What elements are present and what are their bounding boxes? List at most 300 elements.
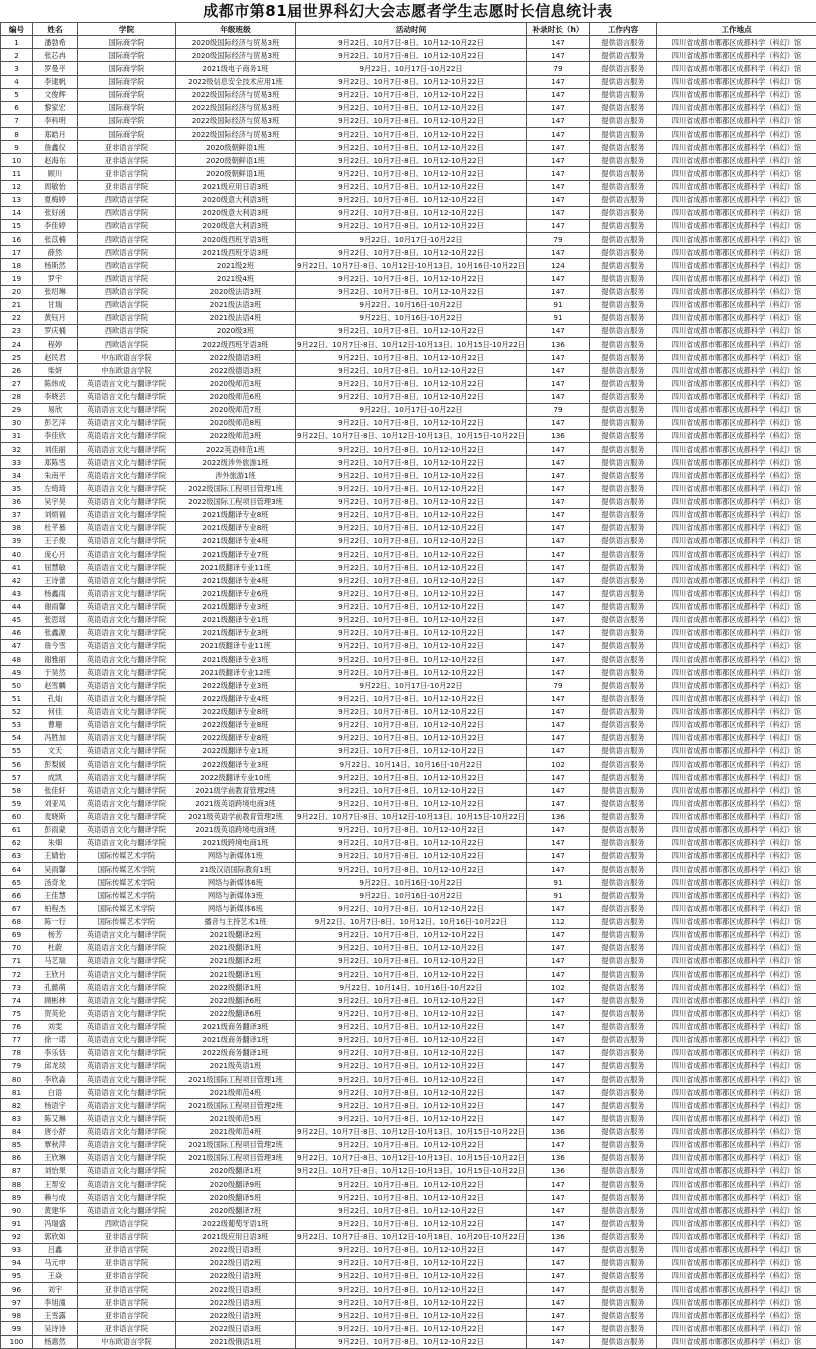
cell-hours: 147 xyxy=(527,626,590,639)
cell-class: 2021级师范5班 xyxy=(176,1112,296,1125)
cell-name: 吴宇昊 xyxy=(33,495,78,508)
cell-number: 23 xyxy=(1,324,33,337)
cell-number: 35 xyxy=(1,482,33,495)
cell-work-content: 提供语言服务 xyxy=(590,968,657,981)
cell-class: 2022级国际经济与贸易3班 xyxy=(176,114,296,127)
cell-hours: 147 xyxy=(527,548,590,561)
table-row xyxy=(1,666,816,679)
cell-work-content: 提供语言服务 xyxy=(590,495,657,508)
cell-work-content: 提供语言服务 xyxy=(590,521,657,534)
cell-work-location: 四川省成都市郫都区成都科学（科幻）馆 xyxy=(657,1046,816,1059)
cell-work-content: 提供语言服务 xyxy=(590,758,657,771)
cell-name: 李佳欣 xyxy=(33,429,78,442)
cell-work-content: 提供语言服务 xyxy=(590,941,657,954)
cell-college: 亚非语言学院 xyxy=(78,180,176,193)
cell-work-content: 提供语言服务 xyxy=(590,587,657,600)
cell-class: 2021级翻译专业3班 xyxy=(176,626,296,639)
table-row xyxy=(1,1059,816,1072)
cell-work-content: 提供语言服务 xyxy=(590,744,657,757)
cell-work-content: 提供语言服务 xyxy=(590,653,657,666)
cell-activity-time: 9月22日、10月7日-8日、10月12-10月22日 xyxy=(296,272,527,285)
cell-work-location: 四川省成都市郫都区成都科学（科幻）馆 xyxy=(657,639,816,652)
cell-activity-time: 9月22日、10月7日-8日、10月12日-10月13日、10月16日-10月22日 xyxy=(296,259,527,272)
cell-hours: 147 xyxy=(527,443,590,456)
cell-number: 82 xyxy=(1,1099,33,1112)
cell-work-location: 四川省成都市郫都区成都科学（科幻）馆 xyxy=(657,1322,816,1335)
cell-activity-time: 9月22日、10月7日-8日、10月12-10月22日 xyxy=(296,456,527,469)
cell-work-location: 四川省成都市郫都区成都科学（科幻）馆 xyxy=(657,351,816,364)
cell-work-content: 提供语言服务 xyxy=(590,1335,657,1348)
cell-college: 亚非语言学院 xyxy=(78,154,176,167)
cell-hours: 147 xyxy=(527,128,590,141)
table-row xyxy=(1,508,816,521)
cell-number: 86 xyxy=(1,1151,33,1164)
cell-class: 2021级商务翻译1班 xyxy=(176,1033,296,1046)
cell-activity-time: 9月22日、10月7日-8日、10月12-10月22日 xyxy=(296,180,527,193)
cell-college: 英语语言文化与翻译学院 xyxy=(78,639,176,652)
cell-name: 杜蔚 xyxy=(33,941,78,954)
cell-hours: 147 xyxy=(527,88,590,101)
cell-hours: 147 xyxy=(527,1309,590,1322)
cell-number: 91 xyxy=(1,1217,33,1230)
cell-name: 成凯 xyxy=(33,771,78,784)
cell-number: 72 xyxy=(1,968,33,981)
cell-work-location: 四川省成都市郫都区成都科学（科幻）馆 xyxy=(657,915,816,928)
table-row xyxy=(1,338,816,351)
cell-name: 王欣月 xyxy=(33,968,78,981)
table-row xyxy=(1,1151,816,1164)
cell-activity-time: 9月22日、10月7日-8日、10月12-10月22日 xyxy=(296,1099,527,1112)
cell-college: 西欧语言学院 xyxy=(78,298,176,311)
table-row xyxy=(1,351,816,364)
cell-college: 亚非语言学院 xyxy=(78,1322,176,1335)
cell-number: 85 xyxy=(1,1138,33,1151)
cell-class: 2020级西班牙语3班 xyxy=(176,233,296,246)
cell-name: 薛然 xyxy=(33,246,78,259)
table-row xyxy=(1,548,816,561)
cell-activity-time: 9月22日、10月7日-8日、10月12-10月22日 xyxy=(296,1217,527,1230)
cell-name: 刘宇 xyxy=(33,1283,78,1296)
cell-name: 文天 xyxy=(33,744,78,757)
cell-work-location: 四川省成都市郫都区成都科学（科幻）馆 xyxy=(657,1086,816,1099)
cell-activity-time: 9月22日、10月14日、10月16日-10月22日 xyxy=(296,981,527,994)
cell-name: 周敏怡 xyxy=(33,180,78,193)
cell-work-location: 四川省成都市郫都区成都科学（科幻）馆 xyxy=(657,443,816,456)
cell-work-location: 四川省成都市郫都区成都科学（科幻）馆 xyxy=(657,128,816,141)
cell-work-location: 四川省成都市郫都区成都科学（科幻）馆 xyxy=(657,101,816,114)
cell-class: 2021级应用日语3班 xyxy=(176,180,296,193)
cell-college: 英语语言文化与翻译学院 xyxy=(78,626,176,639)
cell-work-location: 四川省成都市郫都区成都科学（科幻）馆 xyxy=(657,1073,816,1086)
cell-hours: 147 xyxy=(527,744,590,757)
cell-class: 2022级翻译专业8班 xyxy=(176,731,296,744)
cell-hours: 147 xyxy=(527,219,590,232)
cell-class: 2022级日语3班 xyxy=(176,1269,296,1282)
cell-hours: 147 xyxy=(527,1204,590,1217)
cell-work-content: 提供语言服务 xyxy=(590,1007,657,1020)
cell-activity-time: 9月22日、10月7日-8日、10月12日-10月13日、10月15日-10月22日 xyxy=(296,338,527,351)
cell-class: 2020级法语3班 xyxy=(176,285,296,298)
cell-work-location: 四川省成都市郫都区成都科学（科幻）馆 xyxy=(657,1283,816,1296)
cell-hours: 136 xyxy=(527,338,590,351)
cell-work-content: 提供语言服务 xyxy=(590,836,657,849)
cell-hours: 147 xyxy=(527,1099,590,1112)
table-row xyxy=(1,416,816,429)
cell-work-location: 四川省成都市郫都区成都科学（科幻）馆 xyxy=(657,429,816,442)
cell-class: 2020级师范6班 xyxy=(176,390,296,403)
cell-name: 杨鑫雨 xyxy=(33,587,78,600)
table-row xyxy=(1,810,816,823)
cell-hours: 147 xyxy=(527,272,590,285)
cell-college: 西欧语言学院 xyxy=(78,272,176,285)
cell-name: 徐一诺 xyxy=(33,1033,78,1046)
cell-name: 黄建华 xyxy=(33,1204,78,1217)
cell-work-location: 四川省成都市郫都区成都科学（科幻）馆 xyxy=(657,1256,816,1269)
cell-college: 西欧语言学院 xyxy=(78,338,176,351)
cell-class: 2021级翻译专业11班 xyxy=(176,639,296,652)
cell-hours: 147 xyxy=(527,495,590,508)
table-row xyxy=(1,101,816,114)
cell-work-location: 四川省成都市郫都区成都科学（科幻）馆 xyxy=(657,180,816,193)
cell-work-content: 提供语言服务 xyxy=(590,876,657,889)
cell-college: 英语语言文化与翻译学院 xyxy=(78,718,176,731)
cell-college: 西欧语言学院 xyxy=(78,219,176,232)
cell-work-content: 提供语言服务 xyxy=(590,1125,657,1138)
cell-activity-time: 9月22日、10月7日-8日、10月12-10月22日 xyxy=(296,219,527,232)
cell-number: 89 xyxy=(1,1191,33,1204)
cell-number: 90 xyxy=(1,1204,33,1217)
cell-work-location: 四川省成都市郫都区成都科学（科幻）馆 xyxy=(657,75,816,88)
cell-name: 郭欣如 xyxy=(33,1230,78,1243)
cell-name: 张好函 xyxy=(33,206,78,219)
cell-activity-time: 9月22日、10月7日-8日、10月12-10月22日 xyxy=(296,836,527,849)
cell-number: 50 xyxy=(1,679,33,692)
cell-name: 郑陈雪 xyxy=(33,456,78,469)
cell-hours: 136 xyxy=(527,1125,590,1138)
cell-work-location: 四川省成都市郫都区成都科学（科幻）馆 xyxy=(657,679,816,692)
table-row xyxy=(1,482,816,495)
cell-college: 英语语言文化与翻译学院 xyxy=(78,443,176,456)
table-row xyxy=(1,521,816,534)
table-row xyxy=(1,1033,816,1046)
cell-work-location: 四川省成都市郫都区成都科学（科幻）馆 xyxy=(657,338,816,351)
cell-work-location: 四川省成都市郫都区成都科学（科幻）馆 xyxy=(657,114,816,127)
cell-work-content: 提供语言服务 xyxy=(590,1283,657,1296)
cell-work-content: 提供语言服务 xyxy=(590,298,657,311)
cell-work-content: 提供语言服务 xyxy=(590,928,657,941)
cell-work-content: 提供语言服务 xyxy=(590,154,657,167)
table-row xyxy=(1,180,816,193)
cell-name: 张思瑶 xyxy=(33,613,78,626)
table-row xyxy=(1,1099,816,1112)
cell-name: 孔灿 xyxy=(33,692,78,705)
cell-work-location: 四川省成都市郫都区成都科学（科幻）馆 xyxy=(657,705,816,718)
cell-hours: 147 xyxy=(527,324,590,337)
cell-class: 网络与新媒体3班 xyxy=(176,889,296,902)
cell-number: 75 xyxy=(1,1007,33,1020)
cell-name: 吴诗诗 xyxy=(33,1322,78,1335)
table-row xyxy=(1,141,816,154)
cell-activity-time: 9月22日、10月7日-8日、10月12-10月22日 xyxy=(296,416,527,429)
table-row xyxy=(1,259,816,272)
cell-hours: 147 xyxy=(527,561,590,574)
cell-class: 网络与新媒体6班 xyxy=(176,876,296,889)
cell-work-location: 四川省成都市郫都区成都科学（科幻）馆 xyxy=(657,1309,816,1322)
cell-hours: 147 xyxy=(527,1191,590,1204)
cell-work-content: 提供语言服务 xyxy=(590,600,657,613)
cell-work-content: 提供语言服务 xyxy=(590,692,657,705)
cell-hours: 147 xyxy=(527,941,590,954)
cell-hours: 147 xyxy=(527,902,590,915)
cell-class: 2021级师范4班 xyxy=(176,1125,296,1138)
cell-number: 43 xyxy=(1,587,33,600)
table-row xyxy=(1,469,816,482)
cell-work-location: 四川省成都市郫都区成都科学（科幻）馆 xyxy=(657,1296,816,1309)
cell-number: 99 xyxy=(1,1322,33,1335)
cell-name: 夏梅婷 xyxy=(33,193,78,206)
cell-class: 2020级国际经济与贸易3班 xyxy=(176,36,296,49)
cell-name: 汤奇龙 xyxy=(33,876,78,889)
cell-name: 甘瑞 xyxy=(33,298,78,311)
cell-college: 西欧语言学院 xyxy=(78,1217,176,1230)
cell-college: 英语语言文化与翻译学院 xyxy=(78,1099,176,1112)
cell-college: 西欧语言学院 xyxy=(78,193,176,206)
cell-hours: 147 xyxy=(527,613,590,626)
cell-activity-time: 9月22日、10月7日-8日、10月12-10月22日 xyxy=(296,705,527,718)
cell-number: 84 xyxy=(1,1125,33,1138)
cell-college: 英语语言文化与翻译学院 xyxy=(78,666,176,679)
cell-activity-time: 9月22日、10月7日-8日、10月12-10月22日 xyxy=(296,101,527,114)
cell-number: 93 xyxy=(1,1243,33,1256)
cell-college: 国际商学院 xyxy=(78,88,176,101)
cell-work-content: 提供语言服务 xyxy=(590,534,657,547)
cell-work-content: 提供语言服务 xyxy=(590,548,657,561)
cell-college: 英语语言文化与翻译学院 xyxy=(78,1020,176,1033)
cell-hours: 147 xyxy=(527,246,590,259)
cell-activity-time: 9月22日、10月7日-8日、10月12-10月22日 xyxy=(296,902,527,915)
table-row xyxy=(1,390,816,403)
table-row xyxy=(1,600,816,613)
cell-activity-time: 9月22日、10月7日-8日、10月12-10月22日 xyxy=(296,784,527,797)
cell-work-location: 四川省成都市郫都区成都科学（科幻）馆 xyxy=(657,1020,816,1033)
cell-number: 22 xyxy=(1,311,33,324)
cell-name: 冯瑞盛 xyxy=(33,1217,78,1230)
cell-hours: 79 xyxy=(527,679,590,692)
cell-activity-time: 9月22日、10月7日-8日、10月12-10月22日 xyxy=(296,1256,527,1269)
cell-number: 53 xyxy=(1,718,33,731)
cell-activity-time: 9月22日、10月7日-8日、10月12-10月22日 xyxy=(296,1007,527,1020)
table-row xyxy=(1,364,816,377)
cell-activity-time: 9月22日、10月7日-8日、10月12-10月22日 xyxy=(296,1309,527,1322)
cell-number: 87 xyxy=(1,1164,33,1177)
cell-work-location: 四川省成都市郫都区成都科学（科幻）馆 xyxy=(657,1204,816,1217)
cell-work-content: 提供语言服务 xyxy=(590,954,657,967)
cell-activity-time: 9月22日、10月7日-8日、10月12-10月22日 xyxy=(296,128,527,141)
cell-hours: 147 xyxy=(527,508,590,521)
cell-activity-time: 9月22日、10月7日-8日、10月12-10月22日 xyxy=(296,75,527,88)
cell-work-content: 提供语言服务 xyxy=(590,338,657,351)
cell-work-content: 提供语言服务 xyxy=(590,75,657,88)
cell-class: 2022级国际经济与贸易3班 xyxy=(176,88,296,101)
cell-activity-time: 9月22日、10月7日-8日、10月12-10月22日 xyxy=(296,928,527,941)
cell-name: 顾彬林 xyxy=(33,994,78,1007)
cell-name: 郑皓月 xyxy=(33,128,78,141)
cell-activity-time: 9月22日、10月17日-10月22日 xyxy=(296,679,527,692)
cell-work-location: 四川省成都市郫都区成都科学（科幻）馆 xyxy=(657,692,816,705)
cell-activity-time: 9月22日、10月7日-8日、10月12-10月22日 xyxy=(296,364,527,377)
cell-work-location: 四川省成都市郫都区成都科学（科幻）馆 xyxy=(657,1125,816,1138)
col-header-hours: 补录时长（h） xyxy=(527,23,590,36)
cell-work-location: 四川省成都市郫都区成都科学（科幻）馆 xyxy=(657,928,816,941)
cell-class: 2020级翻译1班 xyxy=(176,1164,296,1177)
cell-name: 何佳 xyxy=(33,705,78,718)
cell-hours: 147 xyxy=(527,364,590,377)
cell-college: 英语语言文化与翻译学院 xyxy=(78,587,176,600)
cell-class: 涉外旅游1班 xyxy=(176,469,296,482)
cell-work-content: 提供语言服务 xyxy=(590,101,657,114)
cell-work-content: 提供语言服务 xyxy=(590,390,657,403)
cell-college: 西欧语言学院 xyxy=(78,259,176,272)
cell-class: 2022级日语3班 xyxy=(176,1309,296,1322)
cell-number: 17 xyxy=(1,246,33,259)
table-row xyxy=(1,403,816,416)
cell-work-content: 提供语言服务 xyxy=(590,1046,657,1059)
cell-college: 英语语言文化与翻译学院 xyxy=(78,1164,176,1177)
cell-work-location: 四川省成都市郫都区成都科学（科幻）馆 xyxy=(657,285,816,298)
cell-class: 2021级法语4班 xyxy=(176,311,296,324)
cell-name: 张鑫源 xyxy=(33,626,78,639)
cell-college: 英语语言文化与翻译学院 xyxy=(78,653,176,666)
cell-class: 2021级2班 xyxy=(176,259,296,272)
cell-work-content: 提供语言服务 xyxy=(590,1164,657,1177)
cell-activity-time: 9月22日、10月17日-10月22日 xyxy=(296,62,527,75)
cell-number: 2 xyxy=(1,49,33,62)
cell-name: 王子俊 xyxy=(33,534,78,547)
cell-activity-time: 9月22日、10月7日-8日、10月12日-10月18日、10月20日-10月22日 xyxy=(296,1230,527,1243)
cell-work-location: 四川省成都市郫都区成都科学（科幻）馆 xyxy=(657,364,816,377)
cell-class: 2020级朝鲜语1班 xyxy=(176,167,296,180)
cell-work-content: 提供语言服务 xyxy=(590,272,657,285)
cell-college: 亚非语言学院 xyxy=(78,1296,176,1309)
cell-name: 詹鑫仪 xyxy=(33,141,78,154)
cell-work-content: 提供语言服务 xyxy=(590,1256,657,1269)
cell-work-location: 四川省成都市郫都区成都科学（科幻）馆 xyxy=(657,167,816,180)
cell-work-content: 提供语言服务 xyxy=(590,981,657,994)
cell-number: 4 xyxy=(1,75,33,88)
cell-name: 彭艺洋 xyxy=(33,416,78,429)
cell-number: 52 xyxy=(1,705,33,718)
cell-name: 张苡楠 xyxy=(33,233,78,246)
cell-hours: 147 xyxy=(527,1296,590,1309)
cell-hours: 136 xyxy=(527,1230,590,1243)
cell-hours: 147 xyxy=(527,1007,590,1020)
table-row xyxy=(1,626,816,639)
cell-name: 刘烦福 xyxy=(33,508,78,521)
cell-work-content: 提供语言服务 xyxy=(590,666,657,679)
cell-activity-time: 9月22日、10月7日-8日、10月12-10月22日 xyxy=(296,574,527,587)
cell-work-location: 四川省成都市郫都区成都科学（科幻）馆 xyxy=(657,456,816,469)
cell-activity-time: 9月22日、10月7日-8日、10月12-10月22日 xyxy=(296,1086,527,1099)
cell-college: 英语语言文化与翻译学院 xyxy=(78,758,176,771)
cell-name: 罗庆桶 xyxy=(33,324,78,337)
cell-number: 66 xyxy=(1,889,33,902)
cell-class: 2021级西班牙语3班 xyxy=(176,246,296,259)
cell-name: 文俊辉 xyxy=(33,88,78,101)
cell-work-location: 四川省成都市郫都区成都科学（科幻）馆 xyxy=(657,771,816,784)
cell-activity-time: 9月22日、10月16日-10月22日 xyxy=(296,298,527,311)
table-row xyxy=(1,1269,816,1282)
cell-college: 亚非语言学院 xyxy=(78,1283,176,1296)
cell-class: 2020级师范3班 xyxy=(176,377,296,390)
cell-name: 朱畑 xyxy=(33,836,78,849)
table-row xyxy=(1,771,816,784)
table-row xyxy=(1,1283,816,1296)
cell-college: 国际商学院 xyxy=(78,101,176,114)
cell-hours: 147 xyxy=(527,954,590,967)
cell-name: 王婧怡 xyxy=(33,849,78,862)
cell-work-content: 提供语言服务 xyxy=(590,1217,657,1230)
cell-number: 6 xyxy=(1,101,33,114)
cell-name: 吕鑫 xyxy=(33,1243,78,1256)
cell-hours: 147 xyxy=(527,968,590,981)
cell-college: 亚非语言学院 xyxy=(78,1243,176,1256)
cell-college: 英语语言文化与翻译学院 xyxy=(78,784,176,797)
cell-work-content: 提供语言服务 xyxy=(590,863,657,876)
volunteer-table xyxy=(0,22,816,1349)
cell-activity-time: 9月22日、10月7日-8日、10月12-10月22日 xyxy=(296,324,527,337)
table-row xyxy=(1,915,816,928)
table-row xyxy=(1,1138,816,1151)
table-row xyxy=(1,36,816,49)
table-row xyxy=(1,377,816,390)
cell-college: 英语语言文化与翻译学院 xyxy=(78,1112,176,1125)
cell-class: 2021级师范4班 xyxy=(176,1086,296,1099)
cell-name: 白语 xyxy=(33,1086,78,1099)
table-row xyxy=(1,1073,816,1086)
cell-work-content: 提供语言服务 xyxy=(590,36,657,49)
table-row xyxy=(1,167,816,180)
cell-activity-time: 9月22日、10月7日-8日、10月12-10月22日 xyxy=(296,1296,527,1309)
cell-hours: 147 xyxy=(527,1322,590,1335)
cell-number: 7 xyxy=(1,114,33,127)
table-row xyxy=(1,679,816,692)
table-row xyxy=(1,836,816,849)
table-row xyxy=(1,797,816,810)
cell-name: 陈一行 xyxy=(33,915,78,928)
cell-number: 68 xyxy=(1,915,33,928)
cell-hours: 147 xyxy=(527,1112,590,1125)
cell-number: 74 xyxy=(1,994,33,1007)
cell-work-content: 提供语言服务 xyxy=(590,377,657,390)
cell-hours: 147 xyxy=(527,1046,590,1059)
cell-class: 播音与主持艺术1班 xyxy=(176,915,296,928)
cell-hours: 136 xyxy=(527,1164,590,1177)
cell-work-content: 提供语言服务 xyxy=(590,1138,657,1151)
cell-work-location: 四川省成都市郫都区成都科学（科幻）馆 xyxy=(657,994,816,1007)
cell-hours: 147 xyxy=(527,36,590,49)
cell-number: 70 xyxy=(1,941,33,954)
cell-college: 国际商学院 xyxy=(78,75,176,88)
cell-activity-time: 9月22日、10月7日-8日、10月12-10月22日 xyxy=(296,167,527,180)
cell-activity-time: 9月22日、10月7日-8日、10月12-10月22日 xyxy=(296,1059,527,1072)
cell-activity-time: 9月22日、10月17日-10月22日 xyxy=(296,233,527,246)
cell-name: 王欣琳 xyxy=(33,1151,78,1164)
cell-class: 2020级翻译9班 xyxy=(176,1178,296,1191)
cell-activity-time: 9月22日、10月7日-8日、10月12-10月22日 xyxy=(296,849,527,862)
cell-work-location: 四川省成都市郫都区成都科学（科幻）馆 xyxy=(657,797,816,810)
cell-hours: 147 xyxy=(527,849,590,862)
cell-college: 英语语言文化与翻译学院 xyxy=(78,679,176,692)
